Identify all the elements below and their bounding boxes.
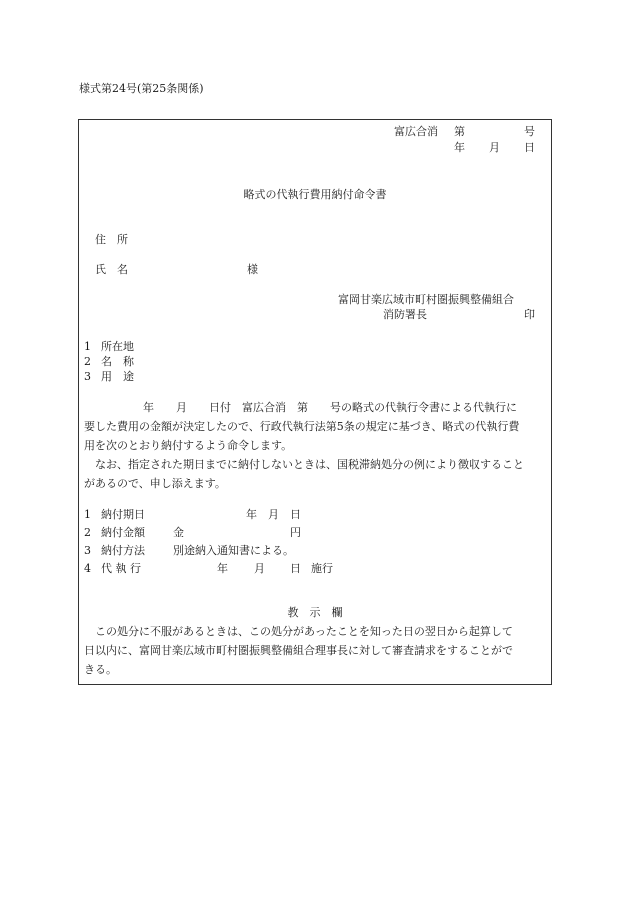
item-num-4: 4 [84,562,91,575]
property-num-3: 3 [84,370,91,383]
item-num-2: 2 [84,526,91,539]
execution-suffix: 施行 [311,562,333,575]
document-title: 略式の代執行費用納付命令書 [243,188,387,201]
property-location-label: 所在地 [101,340,134,353]
honorific: 様 [247,263,258,276]
amount-unit: 円 [290,526,301,539]
date-month: 月 [489,141,500,154]
body-line-2: 要した費用の金額が決定したので、行政代執行法第5条の規定に基づき、略式の代執行費 [84,420,520,433]
body-line-1: 年 月 日付 富広合消 第 号の略式の代執行令書による代執行に [143,401,517,414]
number-prefix: 第 [454,125,465,138]
method-label: 納付方法 [101,544,145,557]
execution-day: 日 [290,562,301,575]
deadline-month: 月 [268,508,279,521]
sender-organization: 富岡甘楽広域市町村圏振興整備組合 [338,293,514,306]
property-num-1: 1 [84,340,91,353]
seal-mark: 印 [524,308,535,321]
body-line-5: があるので、申し添えます。 [84,477,226,490]
notice-line-1: この処分に不服があるときは、この処分があったことを知った日の翌日から起算して [95,625,513,638]
amount-prefix: 金 [173,526,184,539]
deadline-year: 年 [246,508,257,521]
name-label: 氏 名 [95,263,128,276]
execution-month: 月 [254,562,265,575]
date-year: 年 [454,141,465,154]
form-number: 様式第24号(第25条関係) [79,82,204,95]
property-name-label: 名 称 [101,355,134,368]
execution-year: 年 [217,562,228,575]
body-line-3: 用を次のとおり納付するよう命令します。 [84,439,293,452]
notice-line-3: きる。 [84,663,117,676]
deadline-day: 日 [290,508,301,521]
notice-heading: 教 示 欄 [287,606,343,619]
sender-title: 消防署長 [383,308,427,321]
notice-line-2: 日以内に、富岡甘楽広域市町村圏振興整備組合理事長に対して審査請求をすることがで [84,644,513,657]
item-num-1: 1 [84,508,91,521]
property-num-2: 2 [84,355,91,368]
deadline-label: 納付期日 [101,508,145,521]
issuer-label: 富広合消 [394,125,438,138]
item-num-3: 3 [84,544,91,557]
amount-label: 納付金額 [101,526,145,539]
address-label: 住 所 [95,233,128,246]
method-value: 別途納入通知書による。 [173,544,294,557]
execution-label: 代 執 行 [101,562,141,575]
number-suffix: 号 [524,125,535,138]
body-line-4: なお、指定された期日までに納付しないときは、国税滞納処分の例により徴収すること [95,458,524,471]
date-day: 日 [524,141,535,154]
property-use-label: 用 途 [101,370,134,383]
